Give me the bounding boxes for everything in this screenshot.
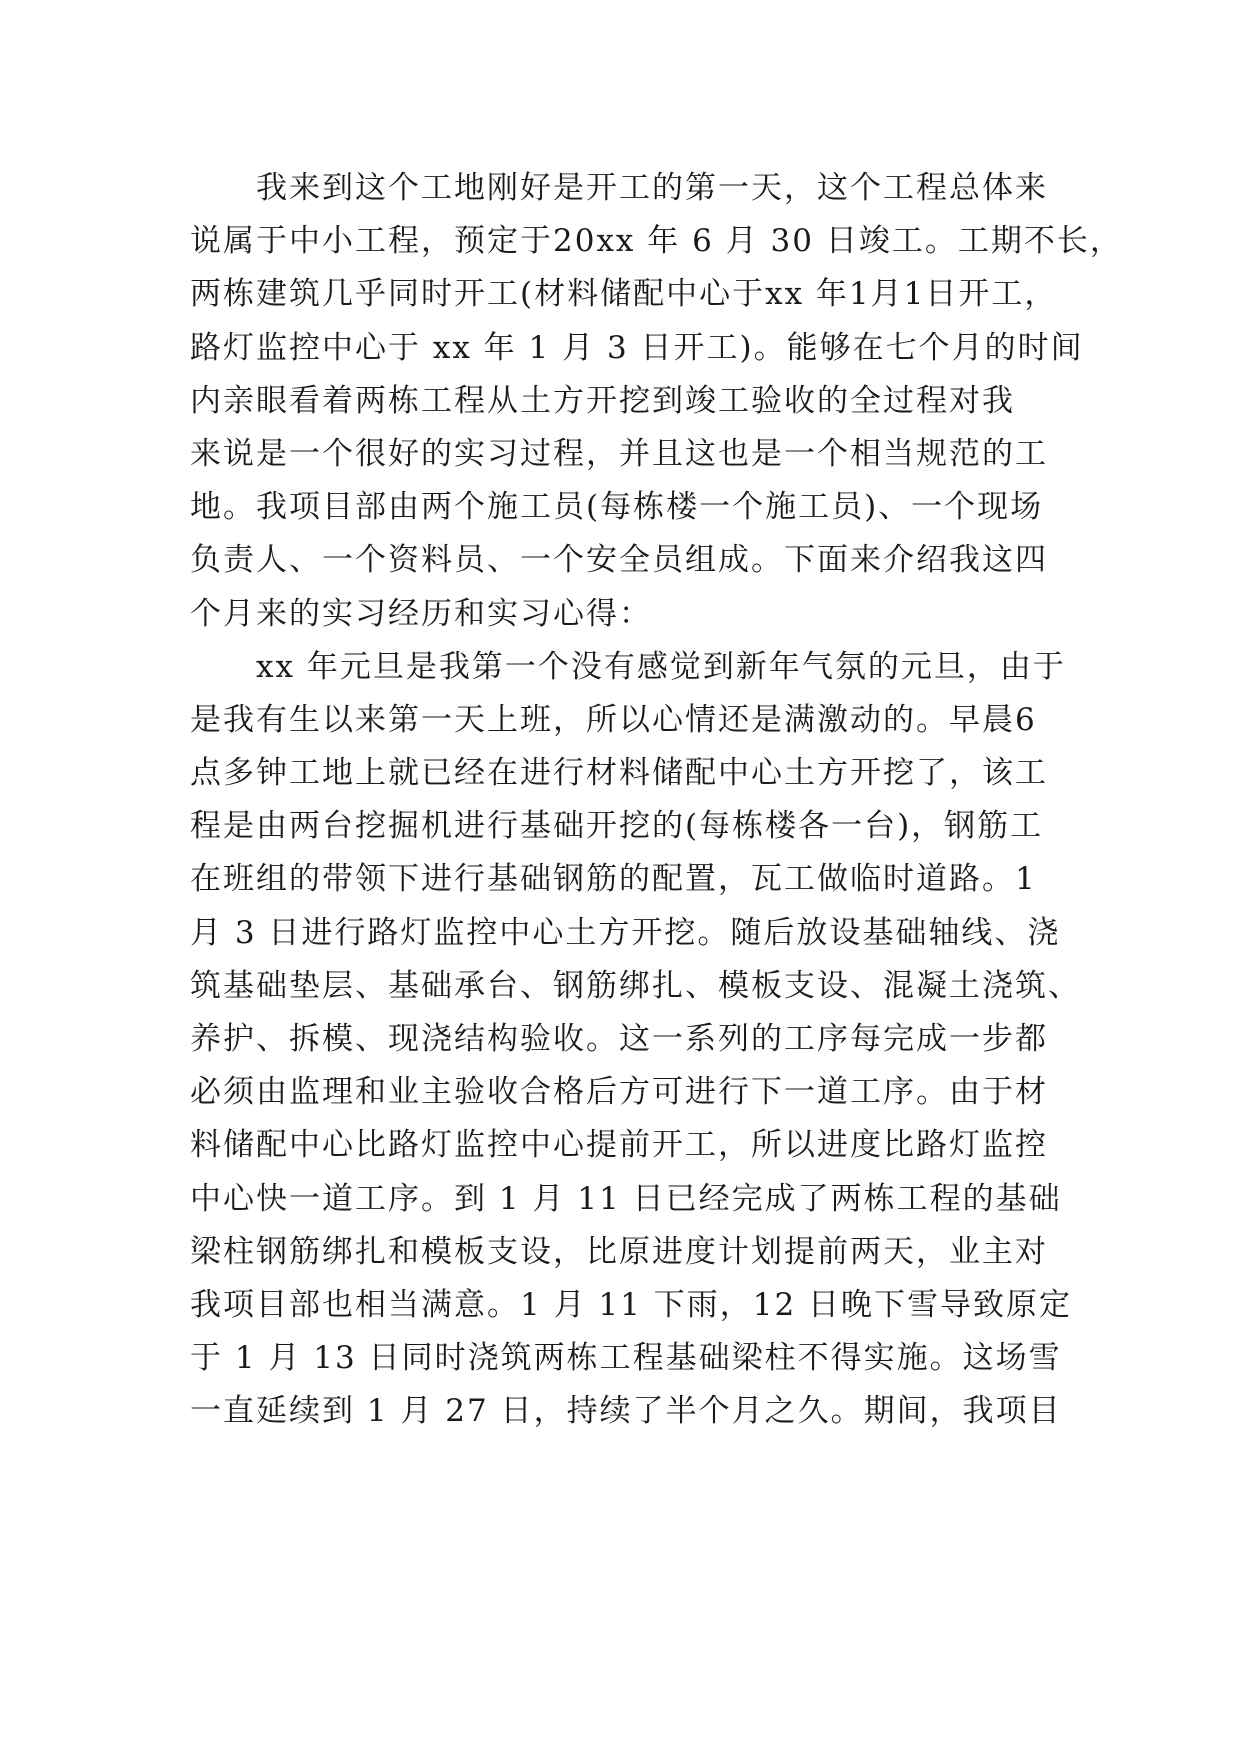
text-line: 筑基础垫层、基础承台、钢筋绑扎、模板支设、混凝土浇筑、 bbox=[190, 967, 1081, 1004]
paragraph-1 bbox=[190, 162, 1123, 641]
text-line: 一直延续到 1 月 27 日，持续了半个月之久。期间，我项目 bbox=[190, 1393, 1062, 1430]
text-line: 来说是一个很好的实习过程，并且这也是一个相当规范的工 bbox=[190, 435, 1048, 472]
text-line: 内亲眼看着两栋工程从土方开挖到竣工验收的全过程对我 bbox=[190, 382, 1015, 419]
text-line: 月 3 日进行路灯监控中心土方开挖。随后放设基础轴线、浇 bbox=[190, 914, 1061, 951]
text-line: 在班组的带领下进行基础钢筋的配置，瓦工做临时道路。1 bbox=[190, 861, 1037, 898]
text-line: 程是由两台挖掘机进行基础开挖的(每栋楼各一台)，钢筋工 bbox=[190, 808, 1044, 845]
text-line: 养护、拆模、现浇结构验收。这一系列的工序每完成一步都 bbox=[190, 1021, 1048, 1057]
text-line: 地。我项目部由两个施工员(每栋楼一个施工员)、一个现场 bbox=[190, 489, 1044, 526]
text-line: 我来到这个工地刚好是开工的第一天，这个工程总体来 bbox=[256, 170, 1048, 206]
text-line: 于 1 月 13 日同时浇筑两栋工程基础梁柱不得实施。这场雪 bbox=[190, 1340, 1062, 1377]
text-line: 两栋建筑几乎同时开工(材料储配中心于xx 年1月1日开工， bbox=[190, 276, 1058, 313]
text-line: 中心快一道工序。到 1 月 11 日已经完成了两栋工程的基础 bbox=[190, 1180, 1062, 1217]
text-line: 料储配中心比路灯监控中心提前开工，所以进度比路灯监控 bbox=[190, 1127, 1048, 1164]
text-line: 我项目部也相当满意。1 月 11 下雨，12 日晚下雪导致原定 bbox=[190, 1286, 1073, 1323]
text-line: 说属于中小工程，预定于20xx 年 6 月 30 日竣工。工期不长， bbox=[190, 223, 1123, 260]
text-line: 点多钟工地上就已经在进行材料储配中心土方开挖了，该工 bbox=[190, 755, 1048, 792]
text-line: 是我有生以来第一天上班，所以心情还是满激动的。早晨6 bbox=[190, 701, 1037, 738]
body-text bbox=[190, 162, 1123, 1439]
text-line: 梁柱钢筋绑扎和模板支设，比原进度计划提前两天，业主对 bbox=[190, 1233, 1048, 1270]
text-line: 负责人、一个资料员、一个安全员组成。下面来介绍我这四 bbox=[190, 542, 1048, 579]
text-line: 个月来的实习经历和实习心得： bbox=[190, 595, 652, 632]
text-line: xx 年元旦是我第一个没有感觉到新年气氛的元旦，由于 bbox=[256, 648, 1066, 685]
paragraph-2 bbox=[190, 641, 1090, 1439]
text-line: 路灯监控中心于 xx 年 1 月 3 日开工)。能够在七个月的时间 bbox=[190, 329, 1084, 366]
text-line: 必须由监理和业主验收合格后方可进行下一道工序。由于材 bbox=[190, 1074, 1048, 1111]
